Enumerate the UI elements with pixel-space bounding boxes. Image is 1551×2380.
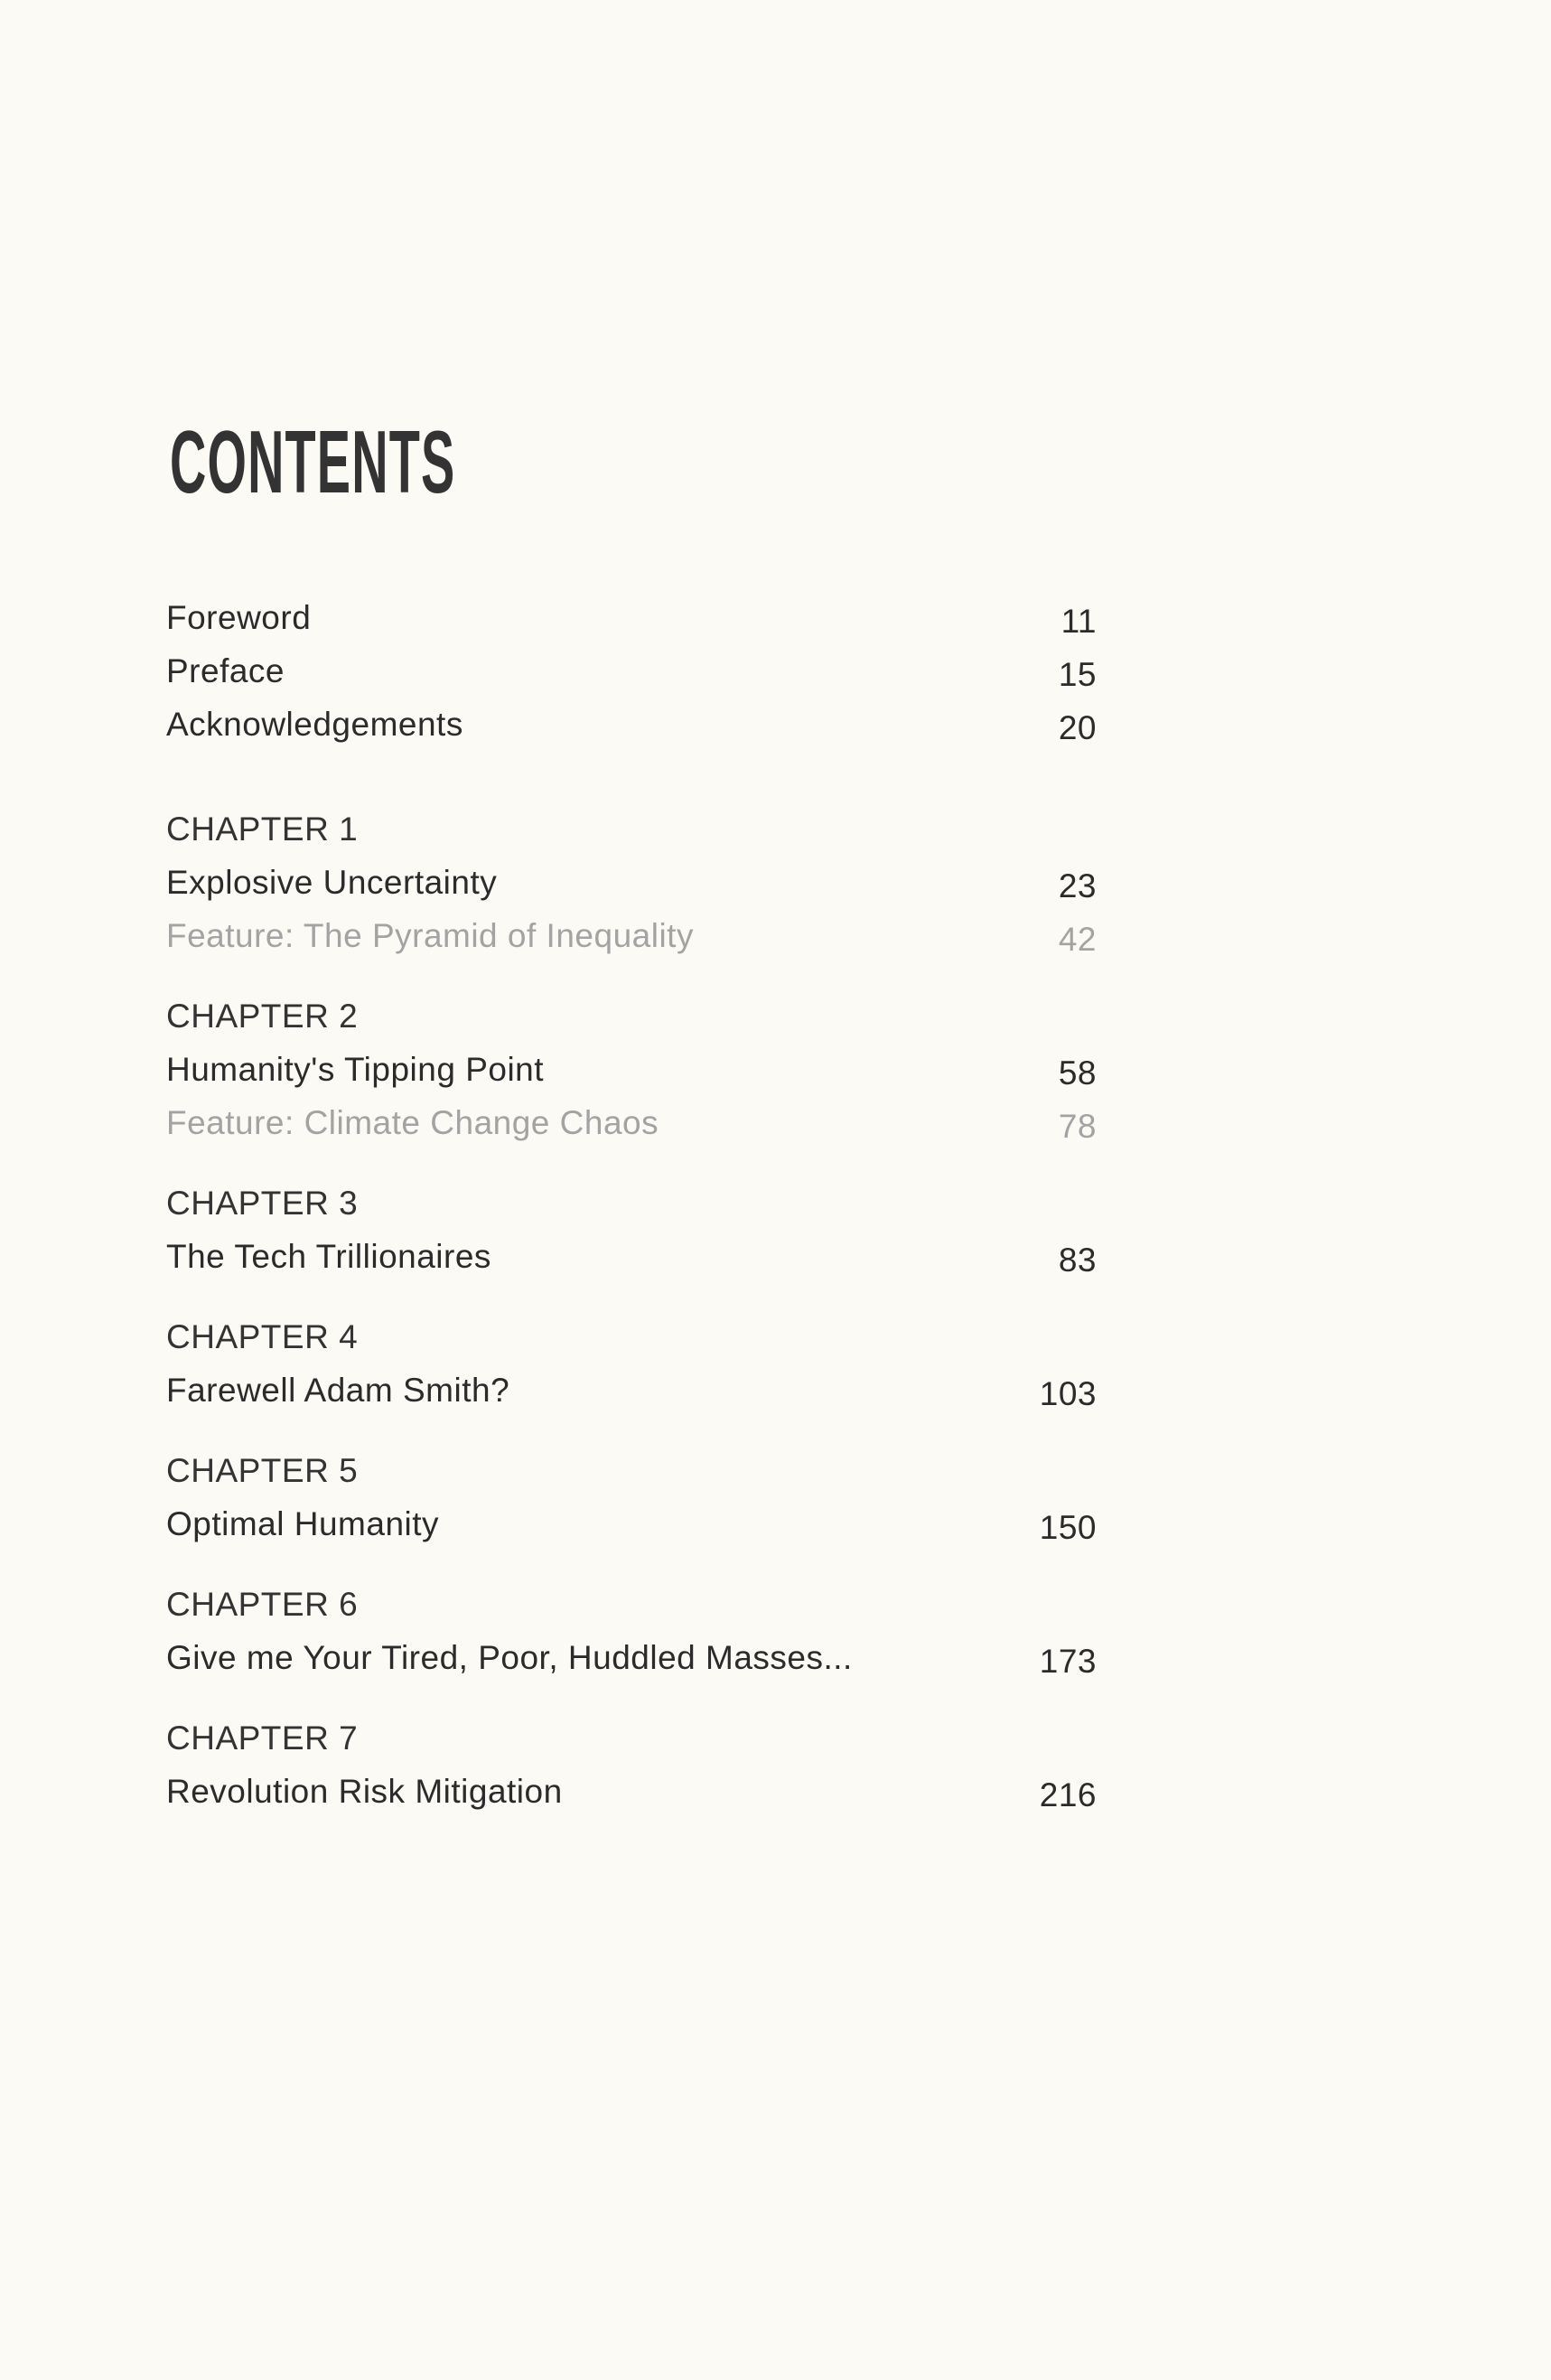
toc-entry-acknowledgements: [166, 698, 1097, 751]
entry-label: Preface: [166, 651, 285, 689]
entry-label: Farewell Adam Smith?: [166, 1371, 510, 1409]
table-of-contents: [166, 591, 1097, 1818]
entry-label: Foreword: [166, 598, 312, 636]
chapter-heading: [166, 1578, 1097, 1631]
page-title: CONTENTS: [170, 412, 456, 511]
entry-page: 11: [1060, 602, 1097, 640]
spacer: [166, 1417, 1097, 1444]
chapter-list: [166, 751, 1097, 1818]
toc-entry-preface: [166, 644, 1097, 698]
entry-page: 83: [1058, 1241, 1097, 1279]
spacer: [166, 1551, 1097, 1578]
chapter-heading: [166, 1711, 1097, 1765]
entry-label: Revolution Risk Mitigation: [166, 1772, 563, 1810]
chapter-heading-label: CHAPTER 4: [166, 1317, 359, 1355]
chapter-heading-label: CHAPTER 3: [166, 1184, 359, 1222]
entry-label: Feature: The Pyramid of Inequality: [166, 916, 694, 954]
spacer: [166, 1684, 1097, 1711]
entry-page: 216: [1039, 1776, 1097, 1813]
toc-entry: [166, 856, 1097, 909]
chapter-heading: [166, 1444, 1097, 1497]
entry-page: 42: [1058, 920, 1097, 958]
chapter-heading-label: CHAPTER 5: [166, 1451, 359, 1489]
entry-page: 103: [1039, 1374, 1097, 1412]
entry-page: 15: [1058, 655, 1097, 693]
chapter-heading: [166, 1176, 1097, 1230]
entry-label: Explosive Uncertainty: [166, 863, 498, 901]
chapter-heading-label: CHAPTER 6: [166, 1585, 359, 1623]
chapter-heading: [166, 989, 1097, 1043]
toc-entry: [166, 1631, 1097, 1684]
entry-label: Optimal Humanity: [166, 1504, 440, 1542]
spacer: [166, 751, 1097, 802]
toc-entry: [166, 1043, 1097, 1096]
entry-label: The Tech Trillionaires: [166, 1237, 491, 1275]
entry-page: 150: [1039, 1508, 1097, 1546]
spacer: [166, 1283, 1097, 1310]
toc-entry: [166, 1230, 1097, 1283]
toc-entry: [166, 1096, 1097, 1149]
toc-entry: [166, 1363, 1097, 1417]
entry-page: 58: [1058, 1054, 1097, 1092]
chapter-heading-label: CHAPTER 2: [166, 997, 359, 1035]
toc-entry: [166, 1765, 1097, 1818]
entry-label: Humanity's Tipping Point: [166, 1050, 545, 1088]
entry-label: Acknowledgements: [166, 705, 463, 743]
entry-page: 173: [1039, 1642, 1097, 1680]
chapter-heading: [166, 802, 1097, 856]
spacer: [166, 962, 1097, 989]
toc-entry-foreword: [166, 591, 1097, 644]
chapter-heading-label: CHAPTER 1: [166, 810, 359, 848]
toc-entry: [166, 909, 1097, 962]
entry-page: 23: [1058, 867, 1097, 904]
entry-page: 78: [1058, 1107, 1097, 1145]
entry-page: 20: [1058, 708, 1097, 746]
toc-entry: [166, 1497, 1097, 1551]
chapter-heading-label: CHAPTER 7: [166, 1719, 359, 1757]
entry-label: Feature: Climate Change Chaos: [166, 1103, 659, 1141]
entry-label: Give me Your Tired, Poor, Huddled Masses...: [166, 1638, 853, 1676]
chapter-heading: [166, 1310, 1097, 1363]
spacer: [166, 1149, 1097, 1176]
